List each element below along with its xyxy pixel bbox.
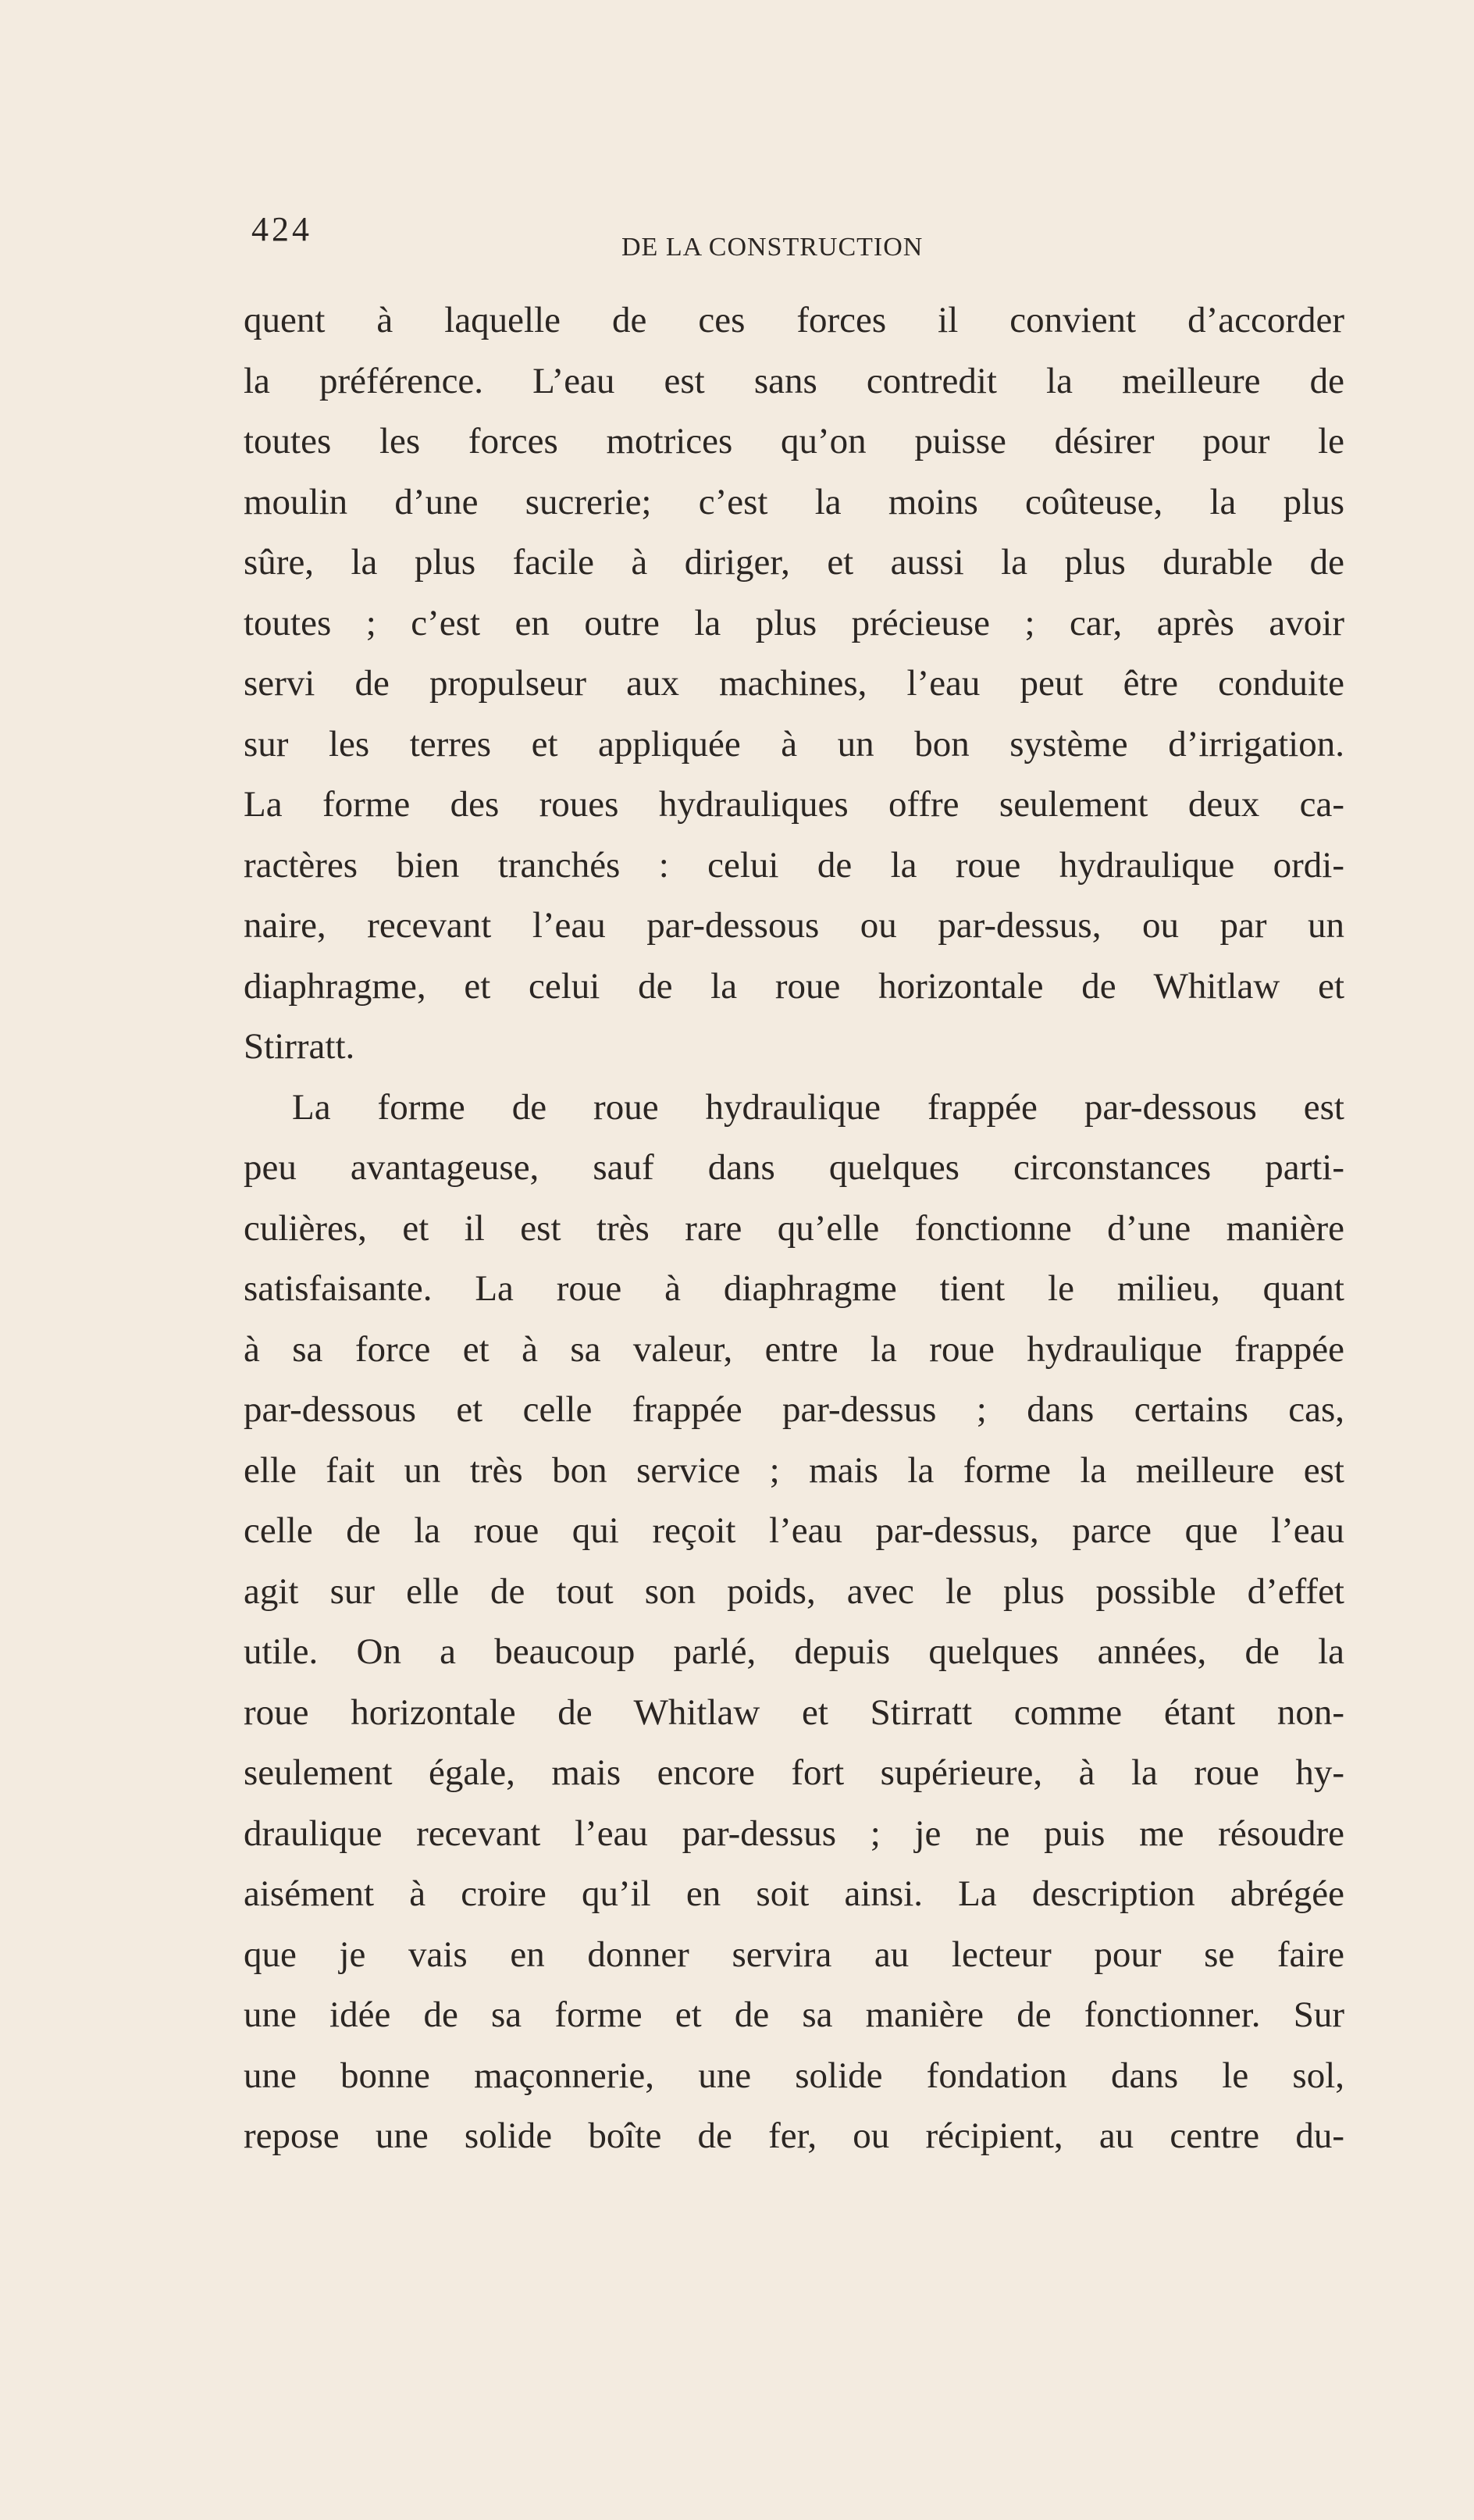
text-line: toutes ; c’est en outre la plus précieuse ; car, après avoir xyxy=(244,602,1344,643)
text-line: aisément à croire qu’il en soit ainsi. La description abrégée xyxy=(244,1873,1344,1914)
text-line: utile. On a beaucoup parlé, depuis quelques années, de la xyxy=(244,1631,1344,1672)
text-line: peu avantageuse, sauf dans quelques circonstances parti- xyxy=(244,1147,1344,1188)
text-line: repose une solide boîte de fer, ou récipient, au centre du- xyxy=(244,2115,1344,2156)
body-text xyxy=(244,290,1344,2167)
text-line: draulique recevant l’eau par-dessus ; je ne puis me résoudre xyxy=(244,1812,1344,1854)
text-line: seulement égale, mais encore fort supérieure, à la roue hy- xyxy=(244,1752,1344,1793)
page-number: 424 xyxy=(251,210,312,248)
text-line: quent à laquelle de ces forces il convient d’accorder xyxy=(244,300,1344,340)
text-line: sur les terres et appliquée à un bon système d’irrigation. xyxy=(244,723,1344,765)
text-line: une bonne maçonnerie, une solide fondation dans le sol, xyxy=(244,2055,1344,2096)
text-line: la préférence. L’eau est sans contredit la meilleure de xyxy=(244,360,1344,401)
text-line: toutes les forces motrices qu’on puisse désirer pour le xyxy=(244,421,1344,462)
text-line: culières, et il est très rare qu’elle fonctionne d’une manière xyxy=(244,1207,1344,1249)
text-line: une idée de sa forme et de sa manière de fonctionner. Sur xyxy=(244,1994,1344,2035)
text-line: roue horizontale de Whitlaw et Stirratt comme étant non- xyxy=(244,1691,1344,1733)
text-line: agit sur elle de tout son poids, avec le plus possible d’effet xyxy=(244,1570,1344,1612)
text-line: celle de la roue qui reçoit l’eau par-dessus, parce que l’eau xyxy=(244,1510,1344,1551)
text-line: La forme de roue hydraulique frappée par-dessous est xyxy=(292,1086,1344,1128)
text-line: diaphragme, et celui de la roue horizontale de Whitlaw et xyxy=(244,965,1344,1007)
text-line: satisfaisante. La roue à diaphragme tient le milieu, quant xyxy=(244,1268,1344,1309)
text-line: sûre, la plus facile à diriger, et aussi la plus durable de xyxy=(244,542,1344,583)
text-line: à sa force et à sa valeur, entre la roue hydraulique frappée xyxy=(244,1328,1344,1370)
text-line: Stirratt. xyxy=(244,1026,355,1067)
page-header xyxy=(251,209,1344,272)
text-line: que je vais en donner servira au lecteur pour se faire xyxy=(244,1934,1344,1975)
text-line: naire, recevant l’eau par-dessous ou par-dessus, ou par un xyxy=(244,905,1344,946)
text-line: par-dessous et celle frappée par-dessus ; dans certains cas, xyxy=(244,1389,1344,1430)
running-title: DE LA CONSTRUCTION xyxy=(621,233,924,262)
text-line: ractères bien tranchés : celui de la roue hydraulique ordi- xyxy=(244,844,1344,886)
text-line: La forme des roues hydrauliques offre seulement deux ca- xyxy=(244,784,1344,825)
text-line: moulin d’une sucrerie; c’est la moins coûteuse, la plus xyxy=(244,481,1344,522)
text-line: servi de propulseur aux machines, l’eau peut être conduite xyxy=(244,663,1344,704)
text-line: elle fait un très bon service ; mais la forme la meilleure est xyxy=(244,1449,1344,1491)
